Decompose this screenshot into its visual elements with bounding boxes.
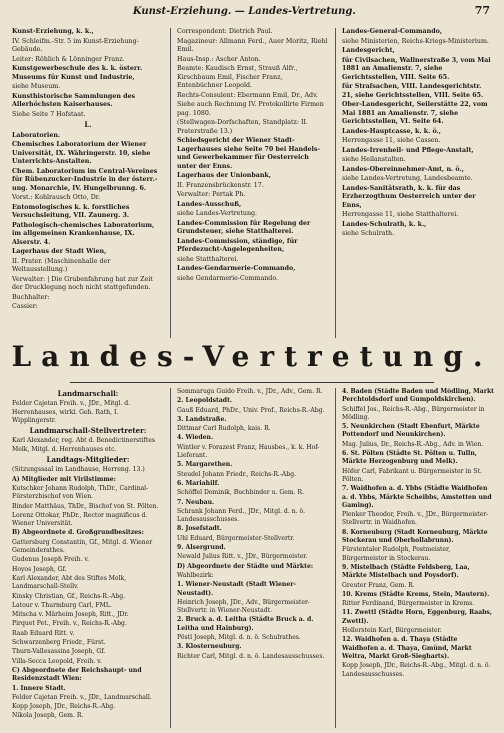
column-divider: [335, 28, 336, 338]
section-title: Landes-Vertretung.: [11, 340, 493, 373]
top-col1-entry: IV. Schleifm.-Str. 5 im Kunst-Erziehung-Gebäude.: [12, 37, 139, 53]
bottom-col2-entry: 2. Leopoldstadt.: [177, 397, 233, 405]
top-col1-entry: Vorst.: Kohlrausch Otto, Dr.: [12, 194, 101, 201]
column-divider: [335, 388, 336, 728]
bottom-col2-entry: D) Abgeordnete der Städte und Märkte:: [177, 562, 314, 570]
top-col3-entry: siehe Heilanstalten.: [342, 156, 406, 163]
bottom-col2-entry: 2. Bruck a. d. Leitha (Städte Bruck a. d. Leitha und Hainburg).: [177, 616, 314, 632]
top-col2-entry: siehe Gendarmerie-Commando.: [177, 274, 279, 282]
bottom-col1-entry: Kopp Joseph, JDr., Reichs-R.-Abg.: [12, 703, 116, 711]
top-col2-entry: Siehe auch Rechnung IV. Protokollirte Firmen pag. 1080.: [177, 101, 324, 117]
top-col3-entry: Landesgericht,: [342, 47, 395, 54]
bottom-col1-entry: Felder Cajetan Freih. v., JDr., Mitgl. d. Herrenhauses, wirkl. Geh. Rath, I. Wipplingerstr.: [12, 400, 131, 424]
bottom-col2-entry: Schöffel Dominik, Buchbinder u. Gem. R.: [177, 489, 305, 497]
top-col1-entry: siehe Museum.: [12, 83, 61, 90]
page-number: 77: [474, 4, 490, 17]
top-col1-entry: Leiter: Röhlich & Lönninger Franz.: [12, 55, 125, 63]
bottom-col3-entry: 12. Waidhofen a. d. Thaya (Städte Waidhofen a. d. Thaya, Gmünd, Markt Weitra, Markt Groß-Siegharts).: [342, 636, 472, 660]
bottom-col1-entry: 1. Innere Stadt.: [12, 684, 66, 692]
bottom-col3-entry: Mag. Julius, Dr., Reichs-R.-Abg., Adv. in Wien.: [342, 440, 484, 448]
top-col2-entry: siehe Statthalterei.: [177, 255, 239, 263]
top-col1-entry: Kunstgewerbeschule des k. k. österr. Museums für Kunst und Industrie,: [12, 65, 143, 81]
top-col2-entry: (Stellwagen-Dorfschaften, Standplatz: II. Praterstraße 13.): [177, 119, 308, 135]
top-col1-entry: Entomologisches k. k. forstliches Versuchsleitung, VII. Zaunerg. 3.: [12, 203, 130, 219]
bottom-col1-entry: A) Mitglieder mit Virilstimme:: [12, 475, 116, 483]
bottom-col1-entry: Kinsky Christian, Gf., Reichs-R.-Abg.: [12, 592, 126, 600]
directory-entries: [12, 28, 494, 338]
top-col2-entry: Verwalter: Pertak Ph.: [177, 191, 246, 198]
bottom-col2-entry: 3. Klosterneuburg.: [177, 643, 242, 651]
top-col2-entry: Haus-Insp.: Ascher Anton.: [177, 55, 261, 63]
bottom-col1-entry: Villa-Secca Leopold, Freih. v.: [12, 657, 102, 665]
bottom-col2-entry: Gauß Eduard, PhDr., Univ. Prof., Reichs-R.-Abg.: [177, 406, 325, 414]
bottom-col3-entry: Greuter Franz, Gem. R.: [342, 581, 415, 589]
bottom-col2-entry: 1. Wiener-Neustadt (Stadt Wiener-Neustadt).: [177, 581, 296, 597]
top-col2-entry: Landes-Commission, ständige, für Pferdezucht-Angelegenheiten,: [177, 237, 298, 253]
column-divider: [170, 388, 171, 728]
top-col1-entry: L.: [84, 120, 92, 129]
bottom-col1-entry: Thurn-Vallesassina Joseph, Gf.: [12, 648, 106, 656]
top-col2-entry: siehe Landes-Vertretung.: [177, 210, 258, 217]
bottom-col1-entry: Binder Matthäus, ThDr., Bischof von St. Pölten.: [12, 502, 159, 510]
top-col1-entry: Kunst-Erziehung, k. k.,: [12, 28, 94, 35]
bottom-col3-entry: 7. Waidhofen a. d. Ybbs (Städte Waidhofen a. d. Ybbs, Märkte Scheibbs, Amstetten und Gaming).: [342, 485, 492, 509]
bottom-col1-entry: Landtags-Mitglieder:: [46, 455, 130, 465]
bottom-col2-entry: Sommaruga Guido Freih. v., JDr., Adv., Gem. R.: [177, 388, 323, 395]
bottom-col2-entry: 9. Alsergrund.: [177, 544, 226, 552]
top-col3-entry: Landes-General-Commando,: [342, 28, 443, 35]
bottom-col2-entry: Schrank Johann Ferd., JDr., Mitgl. d. n. ö. Landesausschusses.: [177, 507, 306, 524]
top-col3-entry: für Civilsachen, Wallnerstraße 3, vom Mai 1881 an Amalienstr. 7, siehe Gerichtsstellen, VIII. Seite 65.: [342, 56, 491, 81]
top-col1-entry: Laboratorien.: [12, 131, 61, 139]
top-col2-entry: II. Franzensbrückenstr. 17.: [177, 181, 264, 189]
bottom-col1-entry: Kutschker Johann Rudolph, ThDr., Cardinal-Fürsterzbischof von Wien.: [12, 484, 149, 501]
bottom-col2-entry: 3. Landstraße.: [177, 415, 227, 423]
representation-column-1: [12, 388, 164, 728]
bottom-col3-entry: Plenker Theodor, Freih. v., JDr., Bürgermeister-Stellvertr. in Waidhofen.: [342, 511, 489, 527]
top-col3-entry: Landes-Hauptcasse, k. k. ö.,: [342, 127, 441, 135]
bottom-col3-entry: 5. Neunkirchen (Stadt Ebenfurt, Märkte Pottendorf und Neunkirchen).: [342, 423, 480, 439]
page-header: [14, 4, 490, 26]
bottom-col2-entry: Richter Carl, Mitgl. d. n. ö. Landesausschusses.: [177, 652, 325, 660]
bottom-col1-entry: Karl Alexander, Abt des Stiftes Melk, Landmarschall-Stellv.: [12, 574, 127, 591]
top-col2-entry: Beamte: Kaudisch Ernst, Strauß Alfr., Kirschbaum Emil, Fischer Franz, Entenbüchner Leopold.: [177, 65, 298, 89]
top-col1-entry: Buchhalter:: [12, 293, 50, 301]
bottom-col3-entry: 11. Zwettl (Städte Horn, Eggenburg, Raabs, Zwettl).: [342, 609, 492, 625]
bottom-col3-entry: Kopp Joseph, JDr., Reichs-R.-Abg., Mitgl. d. n. ö. Landesausschusses.: [342, 662, 491, 678]
bottom-col2-entry: Dittmar Carl Rudolph, kais. R.: [177, 425, 271, 433]
top-col3-entry: Herrengasse 11, siehe Cassen.: [342, 137, 441, 144]
bottom-col1-entry: C) Abgeordnete der Reichshaupt- und Residenzstadt Wien:: [12, 666, 142, 683]
top-col1-entry: Lagerhaus der Stadt Wien,: [12, 248, 107, 255]
top-col1-entry: Cassier:: [12, 303, 38, 310]
bottom-col3-entry: Fürstentaler Rudolph, Postmeister, Bürgermeister in Stockerau.: [342, 546, 451, 562]
representation-column-3: [342, 388, 494, 728]
top-col2-entry: Correspondent: Dietrich Paul.: [177, 28, 273, 35]
top-col1-entry: Siehe Seite 7 Hofstaat.: [12, 110, 86, 118]
top-col3-entry: siehe Ministerien, Reichs-Kriegs-Ministerium.: [342, 37, 489, 45]
bottom-col3-entry: 9. Mistelbach (Städte Feldsberg, Laa, Märkte Mistelbach und Poysdorf).: [342, 563, 470, 580]
entries-column-3: [342, 28, 494, 338]
top-col3-entry: siehe Landes-Vertretung, Landesbeamte.: [342, 175, 473, 182]
top-col2-entry: Rechts-Consulent: Ebermann Emil, Dr., Adv.: [177, 91, 318, 99]
bottom-col3-entry: 10. Krems (Städte Krems, Stein, Mautern).: [342, 590, 490, 598]
bottom-col2-entry: 4. Wieden.: [177, 434, 214, 442]
bottom-col2-entry: Steudel Johann Friedr., Reichs-R.-Abg.: [177, 470, 297, 478]
top-col1-entry: Verwalter: | Die Grubenfahrung hat zur Zeit der Drucklegung noch nicht stattgefunden.: [12, 275, 153, 291]
title-rule: [70, 382, 434, 383]
top-col2-entry: Schiedsgericht der Wiener Stadt-Lagerhauses siehe Seite 70 bei Handels- und Gewerbekammer für Oesterreich unter der Enns.: [177, 137, 321, 170]
bottom-col1-entry: Landmarschall:: [57, 389, 119, 398]
top-col1-entry: Chem. Laboratorium im Central-Vereines für Rübenzucker-Industrie in der österr.-ung. Monarchie, IV. Hungelbrunng. 6.: [12, 167, 158, 192]
bottom-col1-entry: Hoyos Joseph, Gf.: [12, 565, 67, 573]
bottom-col1-entry: Mitscha v. Märheim Joseph, Ritt., JDr.: [12, 611, 129, 619]
bottom-col1-entry: Karl Alexander, reg. Abt d. Benedictinerstiftes Melk, Mitgl. d. Herrenhauses etc.: [12, 437, 155, 453]
bottom-col1-entry: Pirquet Pet., Freih. v., Reichs-R.-Abg.: [12, 620, 127, 628]
top-col3-entry: Herrengasse 11, siehe Statthalterei.: [342, 211, 459, 218]
top-col2-entry: Landes-Ausschuß,: [177, 200, 242, 208]
top-col3-entry: siehe Schulrath.: [342, 230, 395, 237]
bottom-col2-entry: 5. Margarethen.: [177, 461, 233, 469]
bottom-col2-entry: 8. Josefstadt.: [177, 525, 222, 533]
representation-list: [12, 388, 494, 728]
bottom-col3-entry: Hollerstein Karl, Bürgermeister.: [342, 627, 442, 635]
top-col3-entry: Landes-Sanitätsrath, k. k. für das Erzherzogthum Oesterreich unter der Enns,: [342, 184, 476, 209]
bottom-col3-entry: Schiffel Jos., Reichs-R.-Abg., Bürgermeister in Mödling.: [342, 405, 485, 421]
bottom-col2-entry: 7. Neubau.: [177, 498, 215, 506]
bottom-col1-entry: Gudenus Joseph Freih. v.: [12, 556, 89, 564]
bottom-col3-entry: 8. Korneuburg (Stadt Korneuburg, Märkte Stockerau und Oberhollabrunn).: [342, 528, 488, 545]
bottom-col1-entry: Schwarzenberg Friedr., Fürst.: [12, 639, 106, 647]
column-divider: [170, 28, 171, 338]
bottom-col1-entry: B) Abgeordnete d. Großgrundbesitzes:: [12, 529, 144, 537]
bottom-col1-entry: Gattersburg Constantin, Gf., Mitgl. d. Wiener Gemeinderathes.: [12, 538, 153, 555]
top-col2-entry: Landes-Commission für Regelung der Grundsteuer, siehe Statthalterei.: [177, 219, 311, 235]
top-col1-entry: Chemisches Laboratorium der Wiener Universität, IX. Währingerstr. 10, siehe Unterrichts-Anstalten.: [12, 141, 151, 165]
bottom-col1-entry: (Sitzungssaal im Landhause, Herreng. 13.): [12, 466, 145, 474]
entries-column-2: [177, 28, 329, 338]
bottom-col2-entry: Uhl Eduard, Bürgermeister-Stellvertr.: [177, 534, 295, 542]
bottom-col1-entry: Landmarschall-Stellvertreter:: [29, 426, 147, 436]
bottom-col3-entry: 4. Baden (Städte Baden und Mödling, Markt Perchtoldsdorf und Gumpoldskirchen).: [342, 388, 494, 404]
top-col3-entry: Ober-Landesgericht, Seilerstätte 22, vom Mai 1881 an Amalienstr. 7, siehe Gerichtsstellen, VI. Seite 64.: [342, 101, 488, 125]
top-col3-entry: Landes-Schulrath, k. k.,: [342, 220, 427, 228]
bottom-col2-entry: Newald Julius Ritt. v., JDr., Bürgermeister.: [177, 553, 308, 561]
top-col1-entry: Kunsthistorische Sammlungen des Allerhöchsten Kaiserhauses.: [12, 92, 136, 108]
bottom-col1-entry: Lorenz Ottokar, PhDr., Rector magnificus d. Wiener Universität.: [12, 511, 148, 528]
representation-column-2: [177, 388, 329, 728]
top-col3-entry: für Strafsachen, VIII. Landesgerichtstr. 21, siehe Gerichtsstellen, VIII. Seite 65.: [342, 83, 484, 99]
top-col2-entry: Lagerhaus der Unionbank,: [177, 172, 271, 179]
bottom-col3-entry: Ritter Ferdinand, Bürgermeister in Krems.: [342, 600, 475, 608]
top-col2-entry: Landes-Gendarmerie-Commando,: [177, 265, 296, 272]
bottom-col1-entry: Latour v. Thurmburg Carl, FML.: [12, 601, 112, 609]
top-col1-entry: II. Prater. (Maschinenhalle der Weltausstellung.): [12, 257, 111, 273]
top-col2-entry: Magazineur: Allmann Ferd., Auer Moritz, Riehl Emil.: [177, 37, 328, 53]
bottom-col3-entry: 6. St. Pölten (Städte St. Pölten u. Tulln, Märkte Herzogenburg und Melk).: [342, 450, 477, 466]
entries-column-1: [12, 28, 164, 338]
bottom-col3-entry: Höfer Carl, Fabrikant u. Bürgermeister in St. Pölten.: [342, 467, 482, 483]
top-col3-entry: Landes-Irrenheil- und Pflege-Anstalt,: [342, 146, 474, 154]
bottom-col2-entry: Heinrich Joseph, JDr., Adv., Bürgermeister-Stellvertr. in Wiener-Neustadt.: [177, 598, 310, 615]
bottom-col2-entry: Wahlbezirk:: [177, 571, 214, 579]
bottom-col1-entry: Felder Cajetan Freih. v., JDr., Landmarschall.: [12, 693, 152, 701]
bottom-col1-entry: Raab Eduard Ritt. v.: [12, 629, 75, 637]
top-col3-entry: Landes-Obereinnehmer-Amt, n. ö.,: [342, 165, 464, 173]
top-col1-entry: Pathologisch-chemisches Laboratorium, im allgemeinen Krankenhause, IX. Alserstr. 4.: [12, 221, 155, 246]
bottom-col2-entry: 6. Mariahilf.: [177, 479, 220, 487]
bottom-col2-entry: Pöstl Joseph, Mitgl. d. n. ö. Schulrathes.: [177, 634, 301, 642]
bottom-col1-entry: Nikola Joseph, Gem. R.: [12, 712, 84, 720]
bottom-col2-entry: Wintler v. Forazest Franz, Hausbes., k. k. Hof-Lieferant.: [177, 443, 320, 460]
running-title: Kunst-Erziehung. — Landes-Vertretung.: [132, 6, 356, 17]
